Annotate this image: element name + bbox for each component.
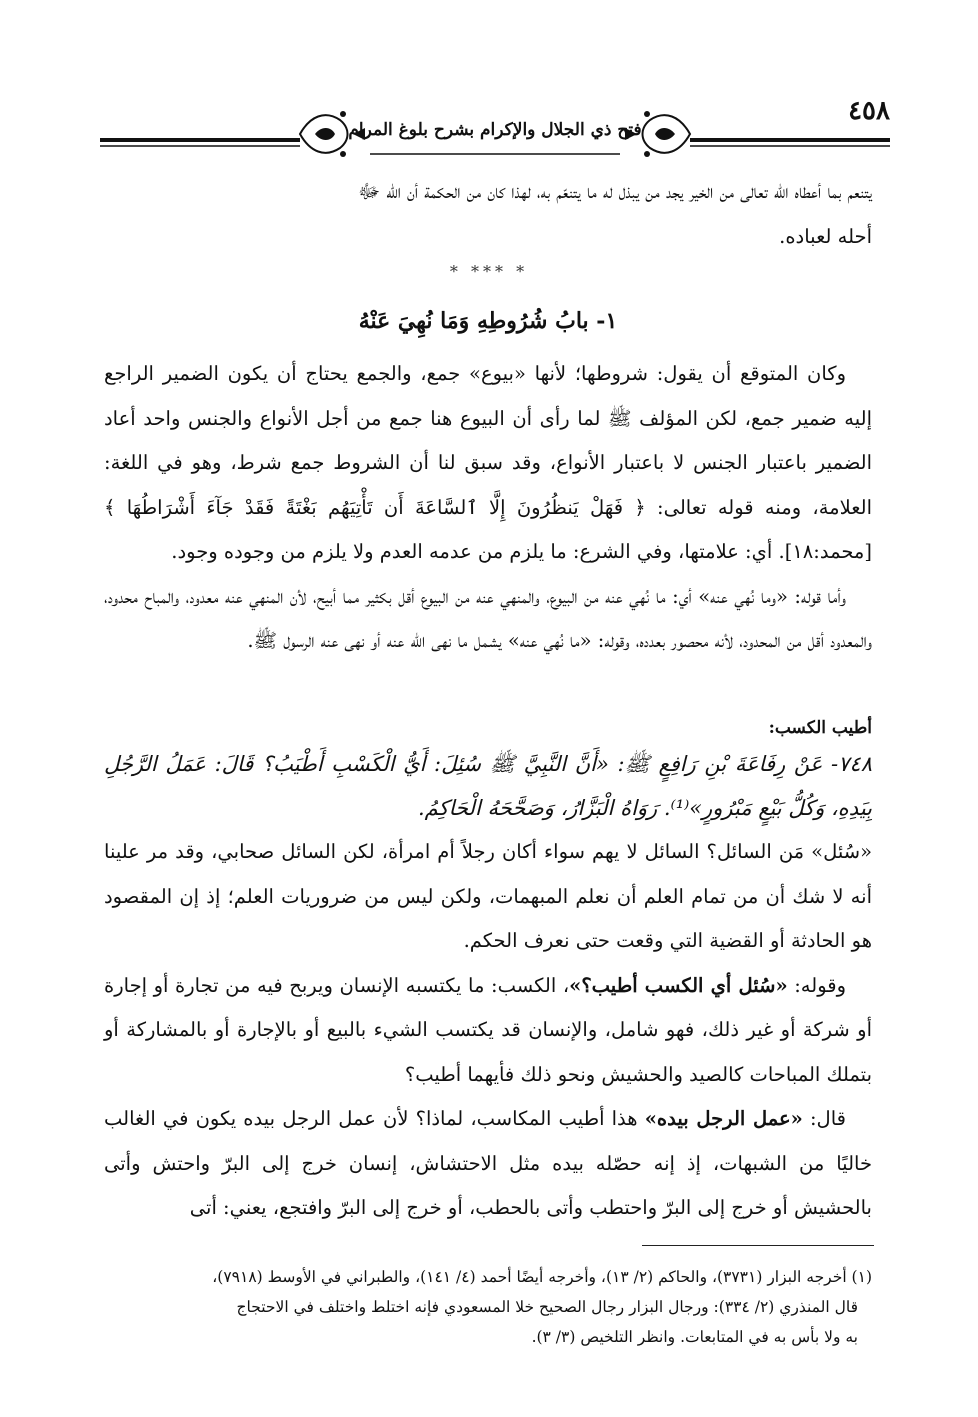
footnote-line-1: (١) أخرجه البزار (٣٧٣١)، والحاكم (٢/ ١٣)، وأخرجه أيضًا أحمد (٤/ ١٤١)، والطبراني في الأوسط (٧٩١٨)، xyxy=(212,1268,872,1286)
intro-text xyxy=(104,170,872,259)
commentary-3-rest: هذا أطيب المكاسب، لماذا؟ لأن عمل الرجل بيده يكون في الغالب خاليًا من الشبهات، إذ إنه حصّله بيده مثل الاحتشاش، إنسان خرج إلى البرّ واحتش وأتى بالحشيش أو خرج إلى البرّ واحتطب وأتى بالحطب، أو خرج إلى البرّ وافتجع، يعني: أتى xyxy=(104,1107,872,1219)
subheading: أطيب الكسب: xyxy=(768,718,872,738)
paragraph-conditions: وكان المتوقع أن يقول: شروطها؛ لأنها «بيوع» جمع، والجمع يحتاج أن يكون الضمير الراجع إليه ضمير جمع، لكن المؤلف ﷺ لما رأى أن البيوع هنا جمع من أجل الأنواع والجنس واحد أعاد الضمير باعتبار الجنس لا باعتبار الأنواع، وقد سبق لنا أن الشروط جمع شرط، وهو في اللغة: العلامة، ومنه قوله تعالى: ﴿ فَهَلْ يَنظُرُونَ إِلَّا ٱلسَّاعَةَ أَن تَأْتِيَهُم بَغْتَةً فَقَدْ جَآءَ أَشْرَاطُهَا ﴾ [محمد:١٨]. أي: علامتها، وفي الشرع: ما يلزم من عدمه العدم ولا يلزم من وجوده وجود. xyxy=(104,362,872,563)
intro-line-2: أحله لعباده. xyxy=(779,224,872,248)
footnote-line-3: به ولا بأس به في المتابعات. وانظر التلخيص (٣/ ٣). xyxy=(531,1328,858,1346)
commentary-3-quote: «عمل الرجل بيده» xyxy=(644,1107,803,1130)
page-number: ٤٥٨ xyxy=(848,96,890,126)
commentary-2-quote: «سُئل أي الكسب أطيب؟» xyxy=(569,973,788,997)
commentary-2-lead: وقوله: xyxy=(787,973,847,997)
running-title: فتح ذي الجلال والإكرام بشرح بلوغ المرام xyxy=(348,120,642,140)
footnotes xyxy=(104,1262,872,1352)
footnote-line-2: قال المنذري (٢/ ٣٣٤): ورجال البزار رجال الصحيح خلا المسعودي فإنه اختلط واختلف في الاحتجاج xyxy=(236,1298,858,1316)
commentary-2-rest: ، الكسب: ما يكتسبه الإنسان ويربح فيه من تجارة أو إجارة أو شركة أو غير ذلك، فهو شامل، والإنسان قد يكتسب الشيء بالبيع أو بالإجارة أو بالمشاركة أو بتملك المباحات كالصيد والحشيش ونحو ذلك فأيهما أطيب؟ xyxy=(104,973,872,1086)
commentary-3-lead: قال: xyxy=(802,1107,846,1130)
paragraph-prohibited: وأما قوله: «وما نُهي عنه» أي: ما نُهي عنه من البيوع، والمنهي عنه من البيوع أقل بكثير مما أبيح، لأن المنهي عنه معدود، والمباح محدود، والمعدود أقل من المحدود، لأنه محصور بعدده، وقوله: «ما نُهي عنه» يشمل ما نهى الله عنه أو نهى عنه الرسول ﷺ. xyxy=(104,584,872,652)
chapter-body xyxy=(104,352,872,664)
commentary xyxy=(104,830,872,1231)
commentary-paragraph-2 xyxy=(104,964,872,1098)
commentary-paragraph-1: «سُئل» مَن السائل؟ السائل لا يهم سواء أكان رجلاً أم امرأة، لكن السائل صحابي، وقد مر علينا أنه لا شك أن من تمام العلم أن نعلم المبهمات، ولكن ليس من ضروريات العلم؛ إذ إن المقصود هو الحادثة أو القضية التي وقعت حتى نعرف الحكم. xyxy=(104,840,872,952)
section-separator: * *** * xyxy=(449,262,529,281)
commentary-paragraph-3 xyxy=(104,1097,872,1231)
footnote-rule xyxy=(642,1245,874,1246)
chapter-title: ١- بابُ شُرُوطِهِ وَمَا نُهِيَ عَنْهُ xyxy=(358,308,618,334)
page-header xyxy=(100,96,890,160)
hadith-text: ٧٤٨- عَنْ رِفَاعَةَ بْنِ رَافِعٍ ﷺ: «أَنَّ النَّبِيَّ ﷺ سُئِلَ: أَيُّ الْكَسْبِ أَطْيَبُ؟ قَالَ: عَمَلُ الرَّجُلِ بِيَدِهِ، وَكُلُّ بَيْعٍ مَبْرُورٍ»⁽¹⁾. رَوَاهُ الْبَزَّارُ، وَصَحَّحَهُ الْحَاكِمُ. xyxy=(104,752,872,820)
intro-line-1: يتنعم بما أعطاه الله تعالى من الخير يجد من يبذل له ما يتنعّم به، لهذا كان من الحكمة أن الله ﷻ xyxy=(358,180,872,203)
